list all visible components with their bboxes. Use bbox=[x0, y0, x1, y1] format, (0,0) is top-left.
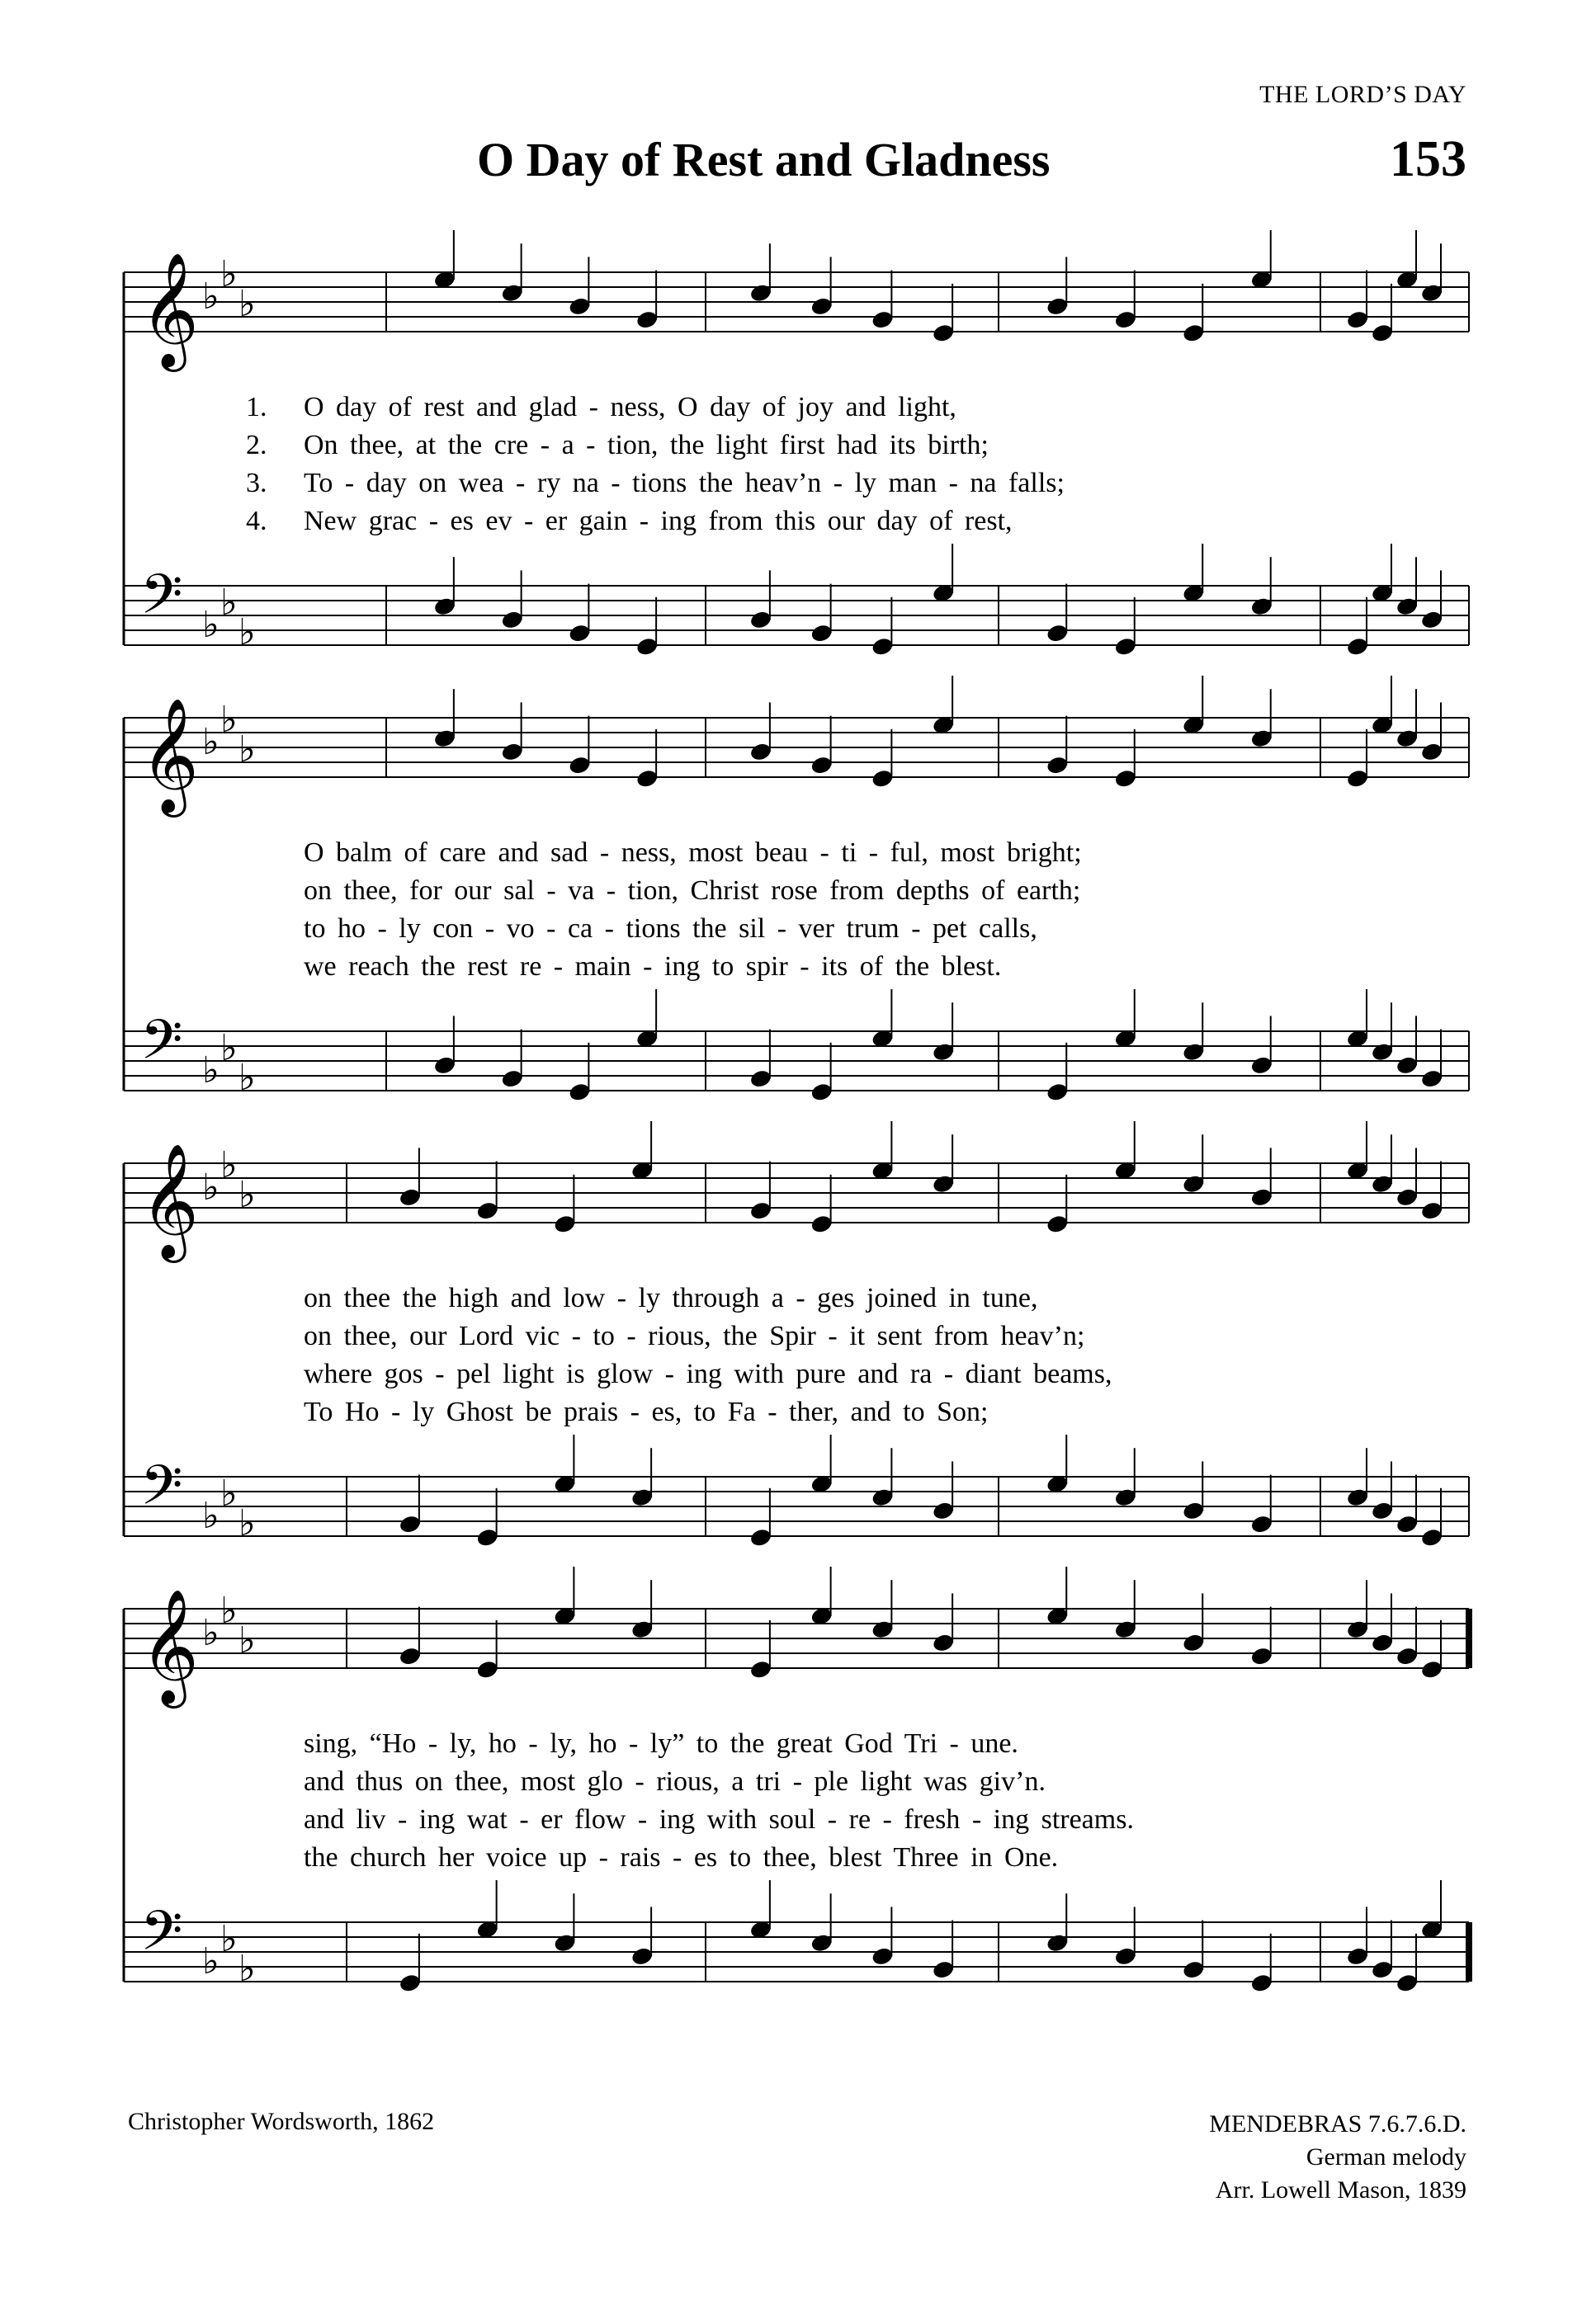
lyric-line bbox=[124, 1359, 1469, 1395]
music-system-1 bbox=[124, 239, 1469, 685]
lyric-text: On thee, at the cre - a - tion, the light first had its birth; bbox=[304, 430, 989, 460]
verse-number: 3. bbox=[246, 468, 267, 498]
flat-icon: ♭ bbox=[202, 1612, 220, 1654]
flat-icon: ♭ bbox=[202, 1167, 220, 1209]
bass-clef-icon: 𝄢 bbox=[140, 1454, 183, 1530]
flat-icon: ♭ bbox=[238, 1057, 256, 1099]
lyric-line bbox=[124, 1766, 1469, 1803]
tune-name: MENDEBRAS 7.6.7.6.D. bbox=[1209, 2110, 1466, 2138]
verse-number: 2. bbox=[246, 430, 267, 460]
treble-clef-icon: 𝄞 bbox=[140, 698, 199, 813]
flat-icon: ♭ bbox=[220, 253, 238, 295]
treble-staff bbox=[124, 239, 1469, 404]
lyric-text: and thus on thee, most glo - rious, a tri - ple light was giv’n. bbox=[304, 1766, 1046, 1797]
lyric-line bbox=[124, 1842, 1469, 1879]
treble-clef-icon: 𝄞 bbox=[140, 1589, 199, 1704]
lyric-line bbox=[124, 430, 1469, 466]
lyric-line bbox=[124, 837, 1469, 874]
flat-icon: ♭ bbox=[238, 1948, 256, 1990]
lyric-line bbox=[124, 1728, 1469, 1765]
bass-clef-icon: 𝄢 bbox=[140, 1899, 183, 1976]
lyric-text: New grac - es ev - er gain - ing from this our day of rest, bbox=[304, 506, 1013, 536]
flat-icon: ♭ bbox=[202, 1049, 220, 1091]
lyric-line bbox=[124, 1321, 1469, 1357]
lyric-line bbox=[124, 913, 1469, 950]
section-label: THE LORD’S DAY bbox=[1259, 81, 1466, 108]
treble-staff bbox=[124, 1576, 1469, 1741]
flat-icon: ♭ bbox=[238, 283, 256, 325]
lyric-text: on thee, our Lord vic - to - rious, the Spir - it sent from heav’n; bbox=[304, 1321, 1085, 1351]
lyric-text: where gos - pel light is glow - ing with pure and ra - diant beams, bbox=[304, 1359, 1112, 1389]
verse-number: 4. bbox=[246, 506, 267, 536]
lyric-line bbox=[124, 1283, 1469, 1319]
flat-icon: ♭ bbox=[220, 1027, 238, 1069]
lyric-text: O day of rest and glad - ness, O day of joy and light, bbox=[304, 392, 956, 422]
lyric-line bbox=[124, 1804, 1469, 1841]
lyric-line bbox=[124, 392, 1469, 428]
hymn-title: O Day of Rest and Gladness bbox=[477, 133, 1051, 186]
lyric-text: O balm of care and sad - ness, most beau - ti - ful, most bright; bbox=[304, 837, 1082, 868]
flat-icon: ♭ bbox=[220, 1590, 238, 1632]
lyric-text: and liv - ing wat - er flow - ing with soul - re - fresh - ing streams. bbox=[304, 1804, 1134, 1835]
lyric-text: we reach the rest re - main - ing to spir - its of the blest. bbox=[304, 951, 1002, 982]
treble-staff bbox=[124, 685, 1469, 850]
treble-staff bbox=[124, 1130, 1469, 1295]
lyric-text: To - day on wea - ry na - tions the heav’n - ly man - na falls; bbox=[304, 468, 1065, 498]
flat-icon: ♭ bbox=[238, 728, 256, 771]
lyric-line bbox=[124, 506, 1469, 542]
treble-clef-icon: 𝄞 bbox=[140, 1143, 199, 1258]
flat-icon: ♭ bbox=[220, 1918, 238, 1960]
lyric-line bbox=[124, 1397, 1469, 1433]
flat-icon: ♭ bbox=[220, 1473, 238, 1515]
flat-icon: ♭ bbox=[202, 1495, 220, 1537]
tune-arranger: Arr. Lowell Mason, 1839 bbox=[1215, 2176, 1466, 2204]
tune-info bbox=[1209, 2108, 1466, 2207]
flat-icon: ♭ bbox=[202, 276, 220, 318]
flat-icon: ♭ bbox=[202, 1940, 220, 1982]
treble-clef-icon: 𝄞 bbox=[140, 252, 199, 367]
lyric-line bbox=[124, 468, 1469, 504]
flat-icon: ♭ bbox=[220, 1144, 238, 1186]
music-system-3 bbox=[124, 1130, 1469, 1576]
lyric-line bbox=[124, 951, 1469, 988]
music-system-2 bbox=[124, 685, 1469, 1130]
text-author: Christopher Wordsworth, 1862 bbox=[128, 2108, 435, 2135]
lyric-text: on thee the high and low - ly through a - ges joined in tune, bbox=[304, 1283, 1038, 1313]
lyric-line bbox=[124, 875, 1469, 912]
flat-icon: ♭ bbox=[202, 721, 220, 763]
flat-icon: ♭ bbox=[202, 604, 220, 646]
lyric-text: to ho - ly con - vo - ca - tions the sil - ver trum - pet calls, bbox=[304, 913, 1037, 944]
flat-icon: ♭ bbox=[238, 1619, 256, 1662]
flat-icon: ♭ bbox=[220, 582, 238, 624]
flat-icon: ♭ bbox=[238, 611, 256, 653]
flat-icon: ♭ bbox=[220, 699, 238, 741]
verse-number: 1. bbox=[246, 392, 267, 422]
lyric-text: on thee, for our sal - va - tion, Christ rose from depths of earth; bbox=[304, 875, 1081, 906]
flat-icon: ♭ bbox=[238, 1502, 256, 1544]
hymn-number: 153 bbox=[1390, 131, 1466, 187]
lyric-text: To Ho - ly Ghost be prais - es, to Fa - ther, and to Son; bbox=[304, 1397, 989, 1427]
lyric-text: sing, “Ho - ly, ho - ly, ho - ly” to the great God Tri - une. bbox=[304, 1728, 1018, 1759]
bass-staff bbox=[124, 1889, 1469, 2054]
tune-source: German melody bbox=[1306, 2143, 1466, 2171]
bass-clef-icon: 𝄢 bbox=[140, 563, 183, 639]
lyric-text: the church her voice up - rais - es to thee, blest Three in One. bbox=[304, 1842, 1059, 1873]
flat-icon: ♭ bbox=[238, 1174, 256, 1216]
bass-clef-icon: 𝄢 bbox=[140, 1008, 183, 1085]
music-system-4 bbox=[124, 1576, 1469, 2038]
